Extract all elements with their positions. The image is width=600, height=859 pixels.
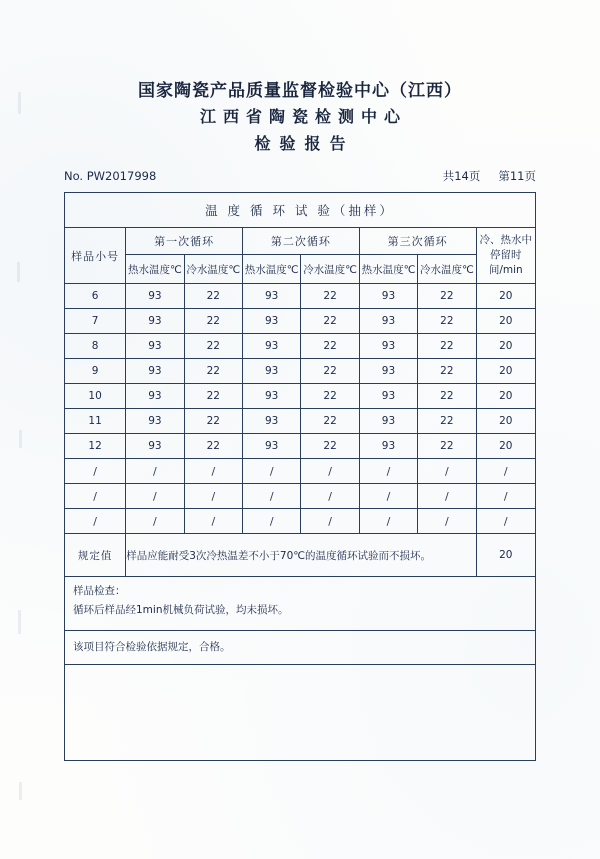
organization-title-line1: 国家陶瓷产品质量监督检验中心（江西）	[138, 81, 462, 101]
cell-dwell: 20	[476, 409, 535, 434]
cell-c3-cold: 22	[418, 409, 476, 434]
cell-c3-hot: /	[359, 459, 417, 484]
scan-artifact	[17, 262, 20, 282]
cell-c2-hot: 93	[243, 309, 301, 334]
cell-c2-cold: /	[301, 484, 359, 509]
cell-sample: /	[65, 509, 126, 534]
cell-dwell: 20	[476, 359, 535, 384]
cell-sample: 6	[65, 284, 126, 309]
sample-inspection-text: 循环后样品经1min机械负荷试验，均未损坏。	[73, 604, 289, 616]
table-row	[65, 459, 536, 484]
header-cycle-2: 第二次循环	[243, 228, 360, 255]
header-c1-hot: 热水温度℃	[126, 255, 184, 284]
cell-c1-cold: 22	[184, 384, 242, 409]
cell-sample: 11	[65, 409, 126, 434]
table-row	[65, 384, 536, 409]
cell-dwell: 20	[476, 309, 535, 334]
cell-c1-hot: 93	[126, 384, 184, 409]
cell-c3-cold: /	[418, 509, 476, 534]
cell-c2-hot: 93	[243, 434, 301, 459]
test-table-container	[64, 192, 536, 761]
scan-artifact	[19, 782, 22, 800]
table-caption: 温 度 循 环 试 验（抽样）	[65, 193, 536, 228]
table-row	[65, 284, 536, 309]
cell-c2-hot: 93	[243, 284, 301, 309]
cell-sample: 8	[65, 334, 126, 359]
cell-c2-cold: /	[301, 459, 359, 484]
spec-label: 规定值	[65, 534, 126, 577]
sample-inspection-label: 样品检查：	[73, 585, 126, 597]
cell-c1-cold: /	[184, 484, 242, 509]
cell-c1-cold: 22	[184, 284, 242, 309]
cell-c2-cold: 22	[301, 384, 359, 409]
cell-c2-cold: 22	[301, 409, 359, 434]
cell-c2-hot: 93	[243, 359, 301, 384]
cell-c3-hot: 93	[359, 434, 417, 459]
current-page: 第11页	[498, 169, 536, 183]
cell-c2-cold: 22	[301, 359, 359, 384]
cell-c1-hot: 93	[126, 309, 184, 334]
specification-row	[65, 534, 536, 577]
cell-dwell: /	[476, 459, 535, 484]
cell-dwell: 20	[476, 284, 535, 309]
cell-c1-cold: /	[184, 459, 242, 484]
cell-sample: 9	[65, 359, 126, 384]
cell-c2-hot: /	[243, 484, 301, 509]
cell-sample: /	[65, 459, 126, 484]
table-row	[65, 434, 536, 459]
cell-c2-hot: 93	[243, 334, 301, 359]
cell-sample: /	[65, 484, 126, 509]
cell-c2-cold: 22	[301, 334, 359, 359]
table-row	[65, 509, 536, 534]
header-cycle-3: 第三次循环	[359, 228, 476, 255]
cell-c1-hot: 93	[126, 284, 184, 309]
empty-tail-box	[64, 665, 536, 761]
header-c2-hot: 热水温度℃	[243, 255, 301, 284]
cell-c3-cold: 22	[418, 359, 476, 384]
document-meta	[64, 168, 536, 184]
cell-c2-hot: 93	[243, 384, 301, 409]
table-row	[65, 309, 536, 334]
cell-c3-cold: 22	[418, 434, 476, 459]
cell-c3-hot: 93	[359, 409, 417, 434]
header-dwell-time: 冷、热水中停留时间/min	[476, 228, 535, 284]
table-row	[65, 484, 536, 509]
document-header	[0, 78, 600, 158]
header-c3-cold: 冷水温度℃	[418, 255, 476, 284]
cell-sample: 12	[65, 434, 126, 459]
cell-c1-hot: /	[126, 509, 184, 534]
cell-c2-cold: 22	[301, 284, 359, 309]
cell-dwell: 20	[476, 434, 535, 459]
table-row	[65, 334, 536, 359]
cell-c3-hot: /	[359, 509, 417, 534]
cell-c3-hot: /	[359, 484, 417, 509]
cell-sample: 7	[65, 309, 126, 334]
scan-artifact	[19, 430, 22, 448]
cell-c1-cold: 22	[184, 359, 242, 384]
cell-c1-cold: 22	[184, 434, 242, 459]
table-row	[65, 409, 536, 434]
cell-c3-hot: 93	[359, 334, 417, 359]
cell-c2-hot: /	[243, 459, 301, 484]
cell-c3-hot: 93	[359, 284, 417, 309]
report-number: No. PW2017998	[64, 169, 157, 183]
header-cycle-1: 第一次循环	[126, 228, 243, 255]
cell-c1-hot: /	[126, 484, 184, 509]
header-sample-no: 样品小号	[65, 228, 126, 284]
cell-c3-hot: 93	[359, 384, 417, 409]
cell-c3-cold: 22	[418, 284, 476, 309]
cell-c3-cold: 22	[418, 334, 476, 359]
table-row	[65, 359, 536, 384]
header-c3-hot: 热水温度℃	[359, 255, 417, 284]
cell-c3-cold: 22	[418, 309, 476, 334]
cell-dwell: /	[476, 509, 535, 534]
scan-artifact	[18, 610, 21, 634]
cell-c1-hot: /	[126, 459, 184, 484]
cell-c2-cold: /	[301, 509, 359, 534]
cell-c1-hot: 93	[126, 359, 184, 384]
organization-title-line2: 江西省陶瓷检测中心	[199, 107, 407, 126]
cell-c3-cold: /	[418, 459, 476, 484]
cell-c2-cold: 22	[301, 309, 359, 334]
cell-dwell: /	[476, 484, 535, 509]
header-c1-cold: 冷水温度℃	[184, 255, 242, 284]
sample-inspection-note	[64, 577, 536, 631]
cell-c1-cold: 22	[184, 309, 242, 334]
cell-c2-hot: /	[243, 509, 301, 534]
cell-c3-hot: 93	[359, 359, 417, 384]
cell-dwell: 20	[476, 334, 535, 359]
cell-c1-hot: 93	[126, 434, 184, 459]
spec-dwell: 20	[476, 534, 535, 577]
conclusion-text: 该项目符合检验依据规定，合格。	[73, 641, 231, 653]
document-title: 检验报告	[254, 134, 355, 153]
cell-dwell: 20	[476, 384, 535, 409]
cell-c1-cold: 22	[184, 409, 242, 434]
total-pages: 共14页	[442, 169, 481, 183]
cell-c1-cold: /	[184, 509, 242, 534]
cell-c2-cold: 22	[301, 434, 359, 459]
cell-c2-hot: 93	[243, 409, 301, 434]
cell-c1-hot: 93	[126, 409, 184, 434]
cell-c3-hot: 93	[359, 309, 417, 334]
temperature-cycle-table	[64, 192, 536, 577]
cell-c3-cold: /	[418, 484, 476, 509]
cell-c1-cold: 22	[184, 334, 242, 359]
spec-text: 样品应能耐受3次冷热温差不小于70℃的温度循环试验而不损坏。	[126, 534, 476, 577]
cell-c1-hot: 93	[126, 334, 184, 359]
conclusion-note	[64, 631, 536, 665]
cell-sample: 10	[65, 384, 126, 409]
cell-c3-cold: 22	[418, 384, 476, 409]
page-info	[443, 168, 536, 184]
header-c2-cold: 冷水温度℃	[301, 255, 359, 284]
